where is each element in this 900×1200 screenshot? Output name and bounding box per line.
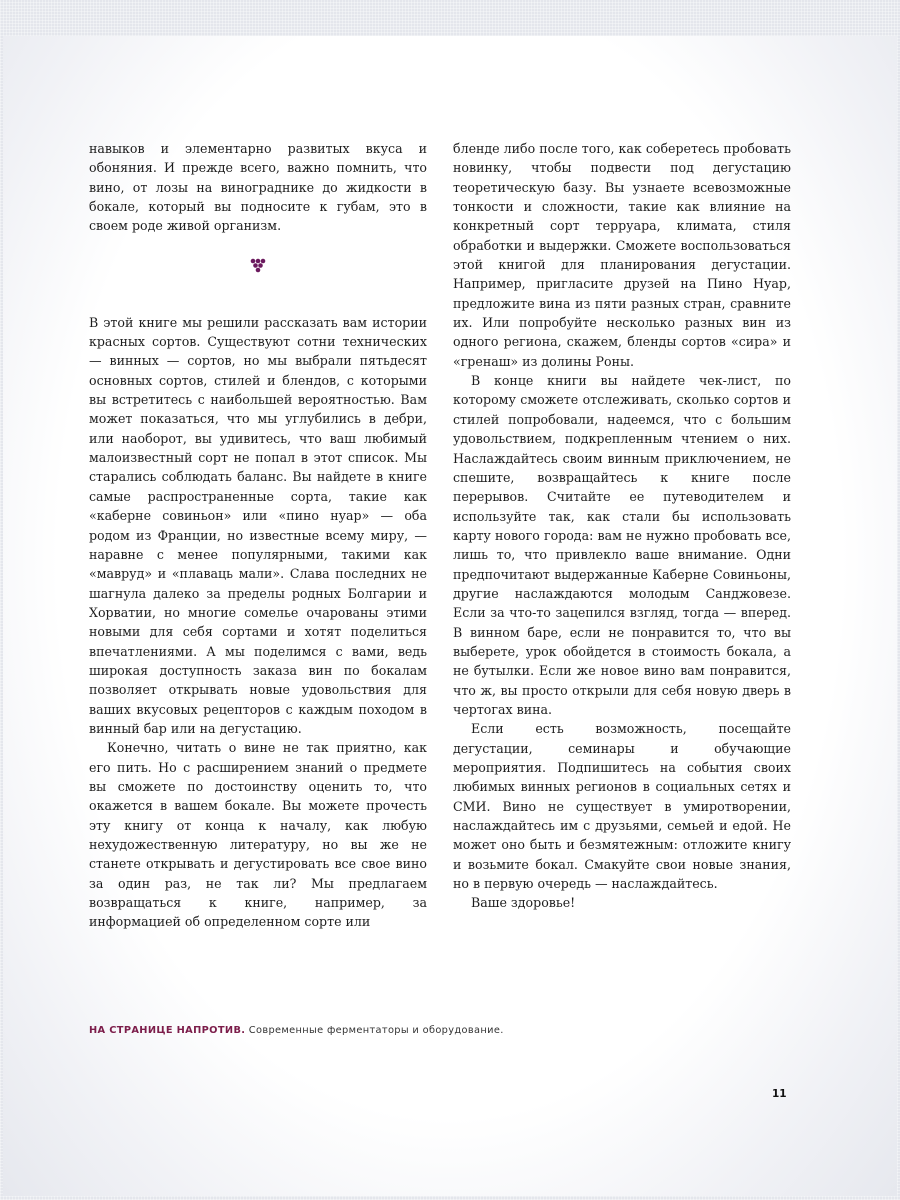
paragraph: В этой книге мы решили рассказать вам истории красных сортов. Существуют сотни технических — винных — сортов, но мы выбрали пятьдесят основных сортов, стилей и блендов, с которыми вы встретитесь с наибольшей вероятностью. Вам может показаться, что мы углубились в дебри, или наоборот, вы удивитесь, что ваш любимый малоизвестный сорт не попал в этот список. Мы старались соблюдать баланс. Вы найдете в книге самые распространенные сорта, такие как «каберне совиньон» или «пино нуар» — оба родом из Франции, но известные всему миру, — наравне с менее популярными, такими как «мавруд» и «плаваць мали». Слава последних не шагнула далеко за пределы родных Болгарии и Хорватии, но многие сомелье очарованы этими новыми для себя сортами и хотят поделиться впечатлениями. А мы поделимся с вами, ведь широкая доступность заказа вин по бокалам позволяет открывать новые удовольствия для ваших вкусовых рецепторов с каждым походом в винный бар или на дегустацию. (89, 314, 427, 736)
page-number: 11 (772, 1088, 787, 1100)
caption-text: Современные ферментаторы и оборудование. (245, 1025, 504, 1036)
left-column (89, 139, 427, 932)
caption-heading: НА СТРАНИЦЕ НАПРОТИВ. (89, 1025, 246, 1036)
book-page (3, 36, 897, 1196)
paragraph: Ваше здоровье! (471, 895, 576, 911)
right-column (453, 139, 791, 913)
paragraph: навыков и элементарно развитых вкуса и обоняния. И прежде всего, важно помнить, что вино, от лозы на винограднике до жидкости в бокале, который вы подносите к губам, это в своем роде живой организм. (89, 141, 427, 234)
paragraph: Если есть возможность, посещайте дегустации, семинары и обучающие мероприятия. Подпишитесь на события своих любимых винных регионов в социальных сетях и СМИ. Вино не существует в умиротворении, наслаждайтесь им с друзьями, семьей и едой. Не может оно быть и безмятежным: отложите книгу и возьмите бокал. Смакуйте свои новые знания, но в первую очередь — наслаждайтесь. (453, 721, 791, 892)
paragraph: Конечно, читать о вине не так приятно, как его пить. Но с расширением знаний о предмете вы сможете по достоинству оценить то, что окажется в вашем бокале. Вы можете прочесть эту книгу от конца к началу, как любую нехудожественную литературу, но вы же не станете открывать и дегустировать все свое вино за один раз, не так ли? Мы предлагаем возвращаться к книге, например, за информацией об определенном сорте или (89, 740, 427, 930)
photo-caption (89, 1025, 504, 1036)
grape-cluster-icon (89, 257, 427, 279)
paragraph: бленде либо после того, как соберетесь пробовать новинку, чтобы подвести под дегустацию теоретическую базу. Вы узнаете всевозможные тонкости и сложности, такие как влияние на конкретный сорт терруара, климата, стиля обработки и выдержки. Сможете воспользоваться этой книгой для планирования дегустации. Например, пригласите друзей на Пино Нуар, предложите вина из пяти разных стран, сравните их. Или попробуйте несколько разных вин из одного региона, скажем, бленды сортов «сира» и «гренаш» из долины Роны. (453, 141, 791, 369)
paragraph: В конце книги вы найдете чек-лист, по которому сможете отслеживать, сколько сортов и стилей попробовали, надеемся, что с большим удовольствием, подкрепленным чтением о них. Наслаждайтесь своим винным приключением, не спешите, возвращайтесь к книге после перерывов. Считайте ее путеводителем и используйте так, как стали бы использовать карту нового города: вам не нужно пробовать все, лишь то, что привлекло ваше внимание. Одни предпочитают выдержанные Каберне Совиньоны, другие наслаждаются молодым Санджовезе. Если за что-то зацепился взгляд, тогда — вперед. В винном баре, если не понравится то, что вы выберете, урок обойдется в стоимость бокала, а не бутылки. Если же новое вино вам понравится, что ж, вы просто открыли для себя новую дверь в чертогах вина. (453, 373, 791, 717)
